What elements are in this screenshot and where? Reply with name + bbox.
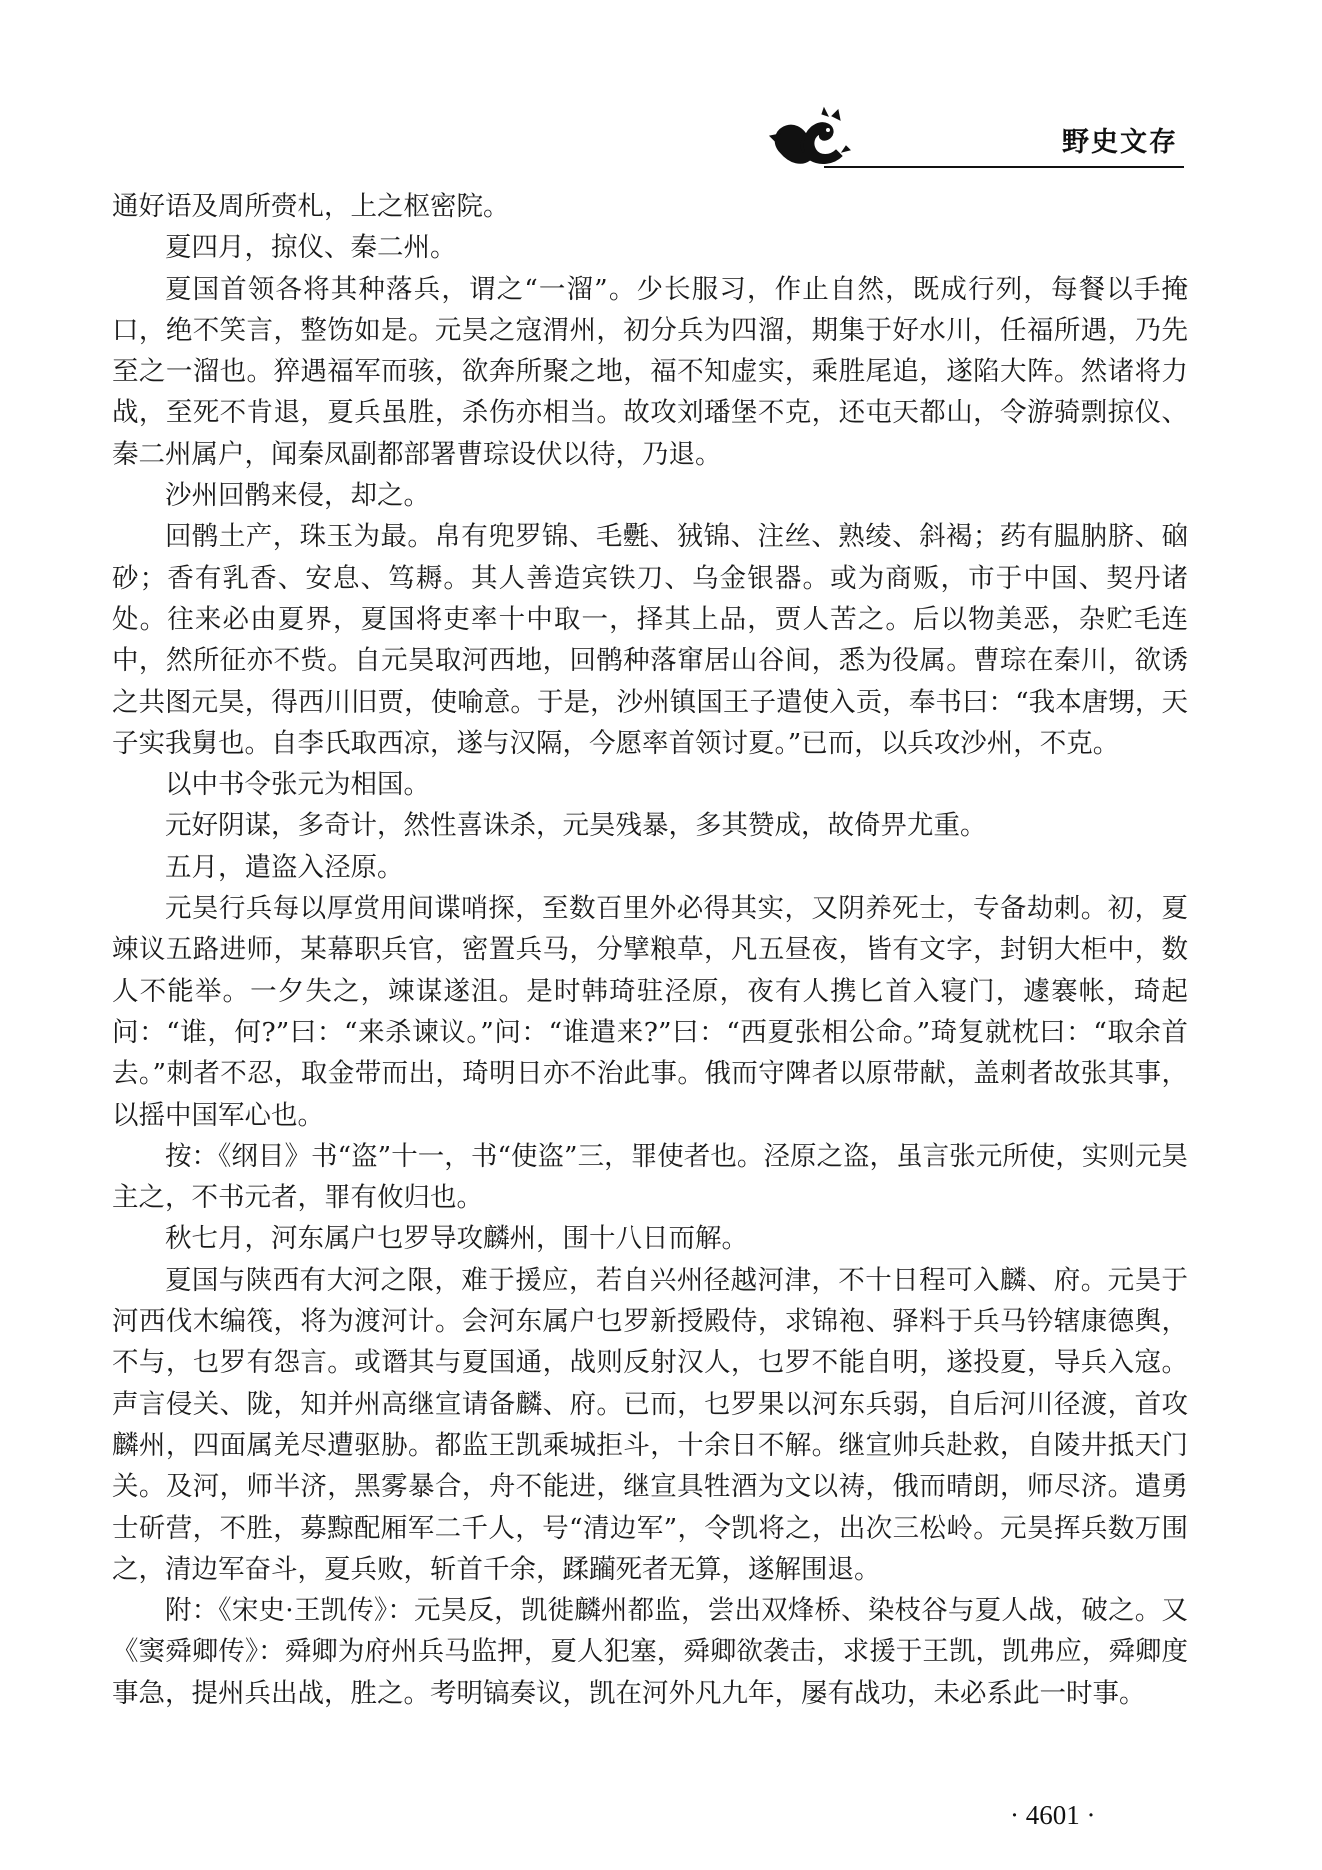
paragraph-4: 沙州回鹘来侵，却之。 xyxy=(165,480,430,512)
paragraph-1: 通好语及周所赍札，上之枢密院。 xyxy=(112,191,510,222)
body-text xyxy=(112,186,1188,1714)
header-title: 野史文存 xyxy=(1062,127,1178,158)
page-number: · 4601 · xyxy=(1010,1800,1096,1830)
paragraph-12: 夏国与陕西有大河之限，难于援应，若自兴州径越河津，不十日程可入麟、府。元昊于河西伐木编筏，将为渡河计。会河东属户乜罗新授殿侍，求锦袍、驿料于兵马钤辖康德舆，不与，乜罗有怨言。或谮其与夏国通，战则反射汉人，乜罗不能自明，遂投夏，导兵入寇。声言侵关、陇，知并州高继宣请备麟、府。已而，乜罗果以河东兵弱，自后河川径渡，首攻麟州，四面属羌尽遭驱胁。都监王凯乘城拒斗，十余日不解。继宣帅兵赴救，自陵井抵天门关。及河，师半济，黑雾暴合，舟不能进，继宣具牲酒为文以祷，俄而晴朗，师尽济。遣勇士斫营，不胜，募黥配厢军二千人，号“清边军”，令凯将之，出次三松岭。元昊挥兵数万围之，清边军奋斗，夏兵败，斩首千余，蹂躏死者无算，遂解围退。 xyxy=(112,1264,1188,1585)
paragraph-5: 回鹘土产，珠玉为最。帛有兜罗锦、毛氎、狨锦、注丝、熟绫、斜褐；药有腽肭脐、硇砂；香有乳香、安息、笃耨。其人善造宾铁刀、乌金银器。或为商贩，市于中国、契丹诸处。往来必由夏界，夏国将吏率十中取一，择其上品，贾人苦之。后以物美恶，杂贮毛连中，然所征亦不赀。自元昊取河西地，回鹘种落窜居山谷间，悉为役属。曹琮在秦川，欲诱之共图元昊，得西川旧贾，使喻意。于是，沙州镇国王子遣使入贡，奉书曰：“我本唐甥，天子实我舅也。自李氏取西凉，遂与汉隔，今愿率首领讨夏。”已而，以兵攻沙州，不克。 xyxy=(112,521,1188,759)
paragraph-7: 元好阴谋，多奇计，然性喜诛杀，元昊残暴，多其赞成，故倚畀尤重。 xyxy=(165,810,987,842)
paragraph-10: 按：《纲目》书“盗”十一，书“使盗”三，罪使者也。泾原之盗，虽言张元所使，实则元昊主之，不书元者，罪有攸归也。 xyxy=(112,1140,1188,1214)
header-rule xyxy=(824,166,1184,168)
paragraph-6: 以中书令张元为相国。 xyxy=(165,769,430,801)
dragon-emblem-icon xyxy=(762,106,852,172)
paragraph-8: 五月，遣盗入泾原。 xyxy=(165,851,404,883)
paragraph-3: 夏国首领各将其种落兵，谓之“一溜”。少长服习，作止自然，既成行列，每餐以手掩口，绝不笑言，整饬如是。元昊之寇渭州，初分兵为四溜，期集于好水川，任福所遇，乃先至之一溜也。猝遇福军而骇，欲奔所聚之地，福不知虚实，乘胜尾追，遂陷大阵。然诸将力战，至死不肯退，夏兵虽胜，杀伤亦相当。故攻刘璠堡不克，还屯天都山，令游骑剽掠仪、秦二州属户，闻秦凤副都部署曹琮设伏以待，乃退。 xyxy=(112,273,1188,470)
paragraph-13: 附：《宋史·王凯传》：元昊反，凯徙麟州都监，尝出双烽桥、染枝谷与夏人战，破之。又《窦舜卿传》：舜卿为府州兵马监押，夏人犯塞，舜卿欲袭击，求援于王凯，凯弗应，舜卿度事急，提州兵出战，胜之。考明镐奏议，凯在河外凡九年，屡有战功，未必系此一时事。 xyxy=(112,1595,1188,1709)
running-header xyxy=(754,100,1184,176)
paragraph-2: 夏四月，掠仪、秦二州。 xyxy=(165,232,457,264)
paragraph-9: 元昊行兵每以厚赏用间谍哨探，至数百里外必得其实，又阴养死士，专备劫刺。初，夏竦议五路进师，某幕职兵官，密置兵马，分擘粮草，凡五昼夜，皆有文字，封钥大柜中，数人不能举。一夕失之，竦谋遂沮。是时韩琦驻泾原，夜有人携匕首入寝门，遽褰帐，琦起问：“谁，何?”曰：“来杀谏议。”问：“谁遣来?”曰：“西夏张相公命。”琦复就枕曰：“取余首去。”刺者不忍，取金带而出，琦明日亦不治此事。俄而守陴者以原带献，盖刺者故张其事，以摇中国军心也。 xyxy=(112,893,1188,1131)
paragraph-11: 秋七月，河东属户乜罗导攻麟州，围十八日而解。 xyxy=(165,1223,748,1255)
